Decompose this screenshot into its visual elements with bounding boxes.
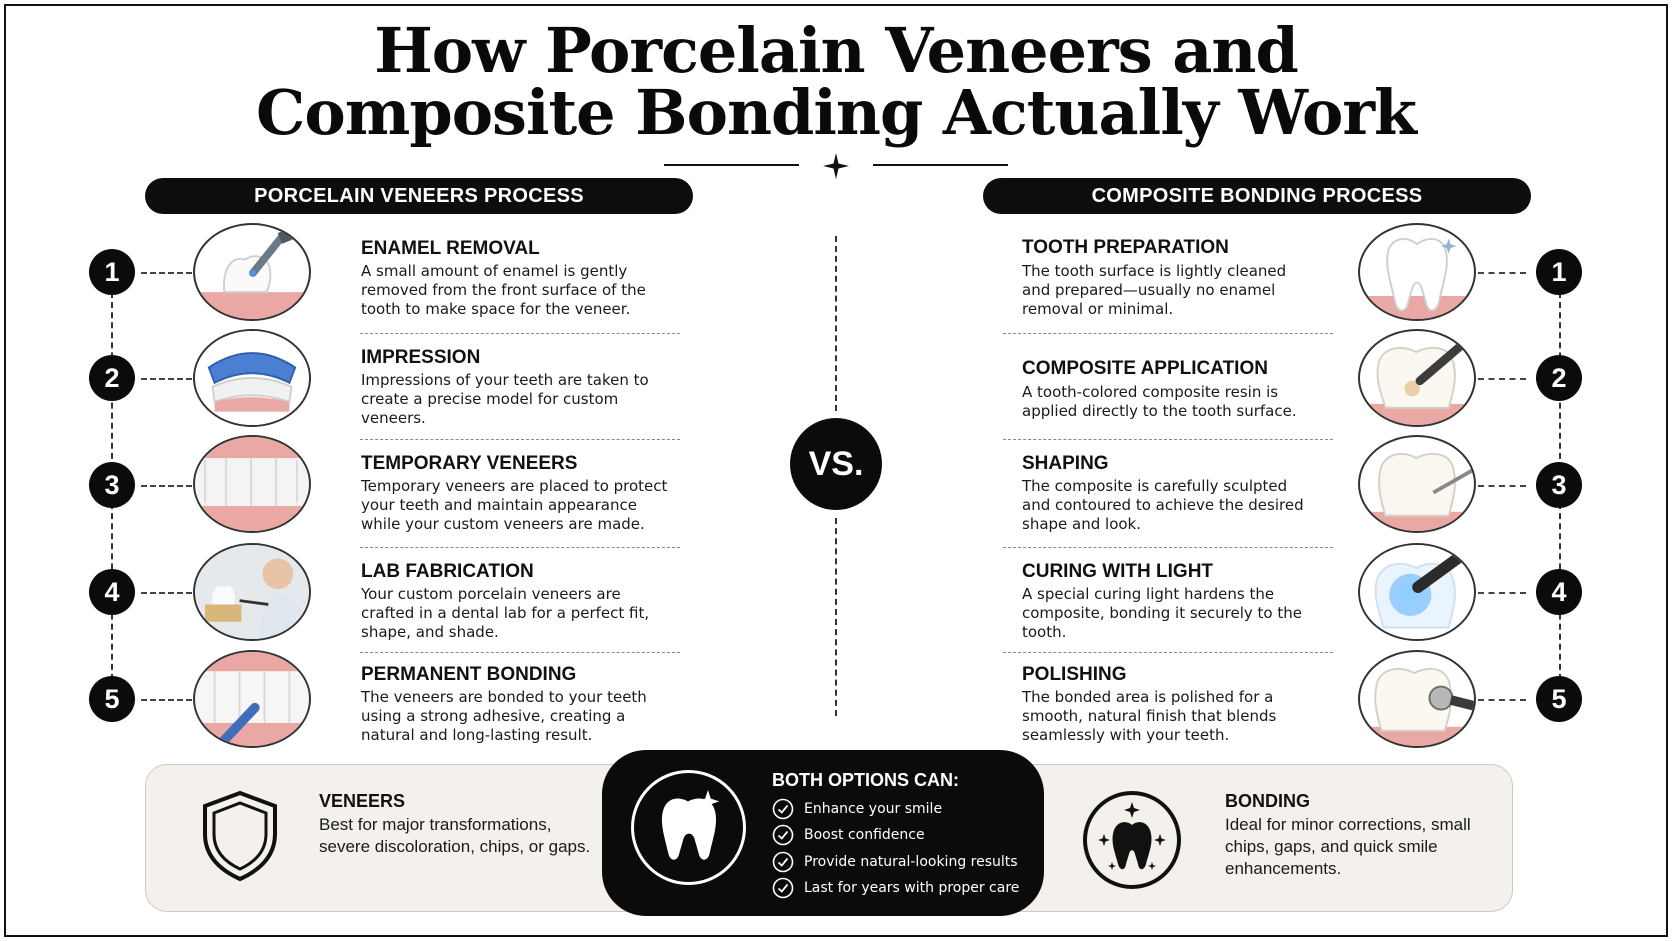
step-number: 3 [89,462,135,508]
step-number: 2 [89,355,135,401]
shaping-tool-image [1358,435,1476,533]
checkmark-icon [772,798,794,820]
bonding-tool-teeth-image [193,650,311,748]
checkmark-icon [772,824,794,846]
step-title: POLISHING [1022,664,1127,685]
tooth-sparkles-icon [1082,790,1182,890]
bonding-summary-title: BONDING [1225,791,1310,811]
check-item [772,876,1019,900]
connector [1478,699,1526,701]
row-separator [1003,333,1333,334]
tooth-drill-image [193,223,311,321]
sparkle-tooth-icon [631,770,746,885]
step-title: IMPRESSION [361,347,481,368]
lab-technician-image [193,543,311,641]
step-description: Temporary veneers are placed to protect your teeth and maintain appearance while your custom veneers are made. [361,477,668,533]
bonding-process-header: COMPOSITE BONDING PROCESS [983,178,1531,214]
row-separator [360,333,680,334]
step-title: CURING WITH LIGHT [1022,561,1214,582]
step-number: 5 [1536,676,1582,722]
veneers-summary-title: VENEERS [319,791,406,811]
star-icon [822,152,850,180]
connector [141,592,192,594]
row-separator [1003,652,1333,653]
title-divider-right [873,164,1008,166]
bonding-summary-description: Ideal for minor corrections, small chips, gaps, and quick smile enhancements. [1225,815,1471,878]
connector [1478,592,1526,594]
row-separator [360,547,680,548]
step-title: PERMANENT BONDING [361,664,577,685]
row-separator [1003,439,1333,440]
step-description: Your custom porcelain veneers are crafted in a dental lab for a perfect fit, shape, and shade. [361,585,650,641]
shield-icon [200,790,280,882]
connector [141,272,192,274]
impression-tray-image [193,329,311,427]
step-title: LAB FABRICATION [361,561,534,582]
step-title: COMPOSITE APPLICATION [1022,358,1268,379]
row-separator [360,652,680,653]
check-item-label: Boost confidence [804,827,925,843]
step-description: A tooth-colored composite resin is applied directly to the tooth surface. [1022,383,1297,420]
connector [1478,485,1526,487]
step-number: 4 [89,569,135,615]
step-number: 3 [1536,462,1582,508]
both-options-title: BOTH OPTIONS CAN: [772,770,959,790]
step-number: 2 [1536,355,1582,401]
step-description: The bonded area is polished for a smooth, natural finish that blends seamlessly with your teeth. [1022,688,1277,744]
step-title: ENAMEL REMOVAL [361,238,540,259]
step-description: A special curing light hardens the composite, bonding it securely to the tooth. [1022,585,1302,641]
resin-application-image [1358,329,1476,427]
step-description: Impressions of your teeth are taken to create a precise model for custom veneers. [361,371,649,427]
polishing-tool-image [1358,650,1476,748]
connector [1478,378,1526,380]
connector [1478,272,1526,274]
page-title [0,14,1672,149]
veneers-summary-description: Best for major transformations, severe discoloration, chips, or gaps. [319,815,591,856]
center-divider-bottom [835,518,837,716]
check-item-label: Provide natural-looking results [804,854,1018,870]
check-item [772,850,1018,874]
step-number: 5 [89,676,135,722]
curing-light-image [1358,543,1476,641]
title-divider-left [664,164,799,166]
check-item [772,823,925,847]
title-line-1: How Porcelain Veneers and [374,14,1298,87]
vs-badge: VS. [790,418,882,510]
check-item [772,797,942,821]
clean-tooth-image [1358,223,1476,321]
checkmark-icon [772,851,794,873]
step-description: The tooth surface is lightly cleaned and prepared—usually no enamel removal or minimal. [1022,262,1287,318]
center-divider-top [835,236,837,411]
check-item-label: Last for years with proper care [804,880,1020,896]
step-description: A small amount of enamel is gently removed from the front surface of the tooth to make space for the veneer. [361,262,646,318]
connector [141,699,192,701]
step-description: The veneers are bonded to your teeth using a strong adhesive, creating a natural and long-lasting result. [361,688,647,744]
check-item-label: Enhance your smile [804,801,943,817]
row-separator [360,439,680,440]
step-number: 1 [1536,249,1582,295]
row-separator [1003,547,1333,548]
step-title: TOOTH PREPARATION [1022,237,1229,258]
checkmark-icon [772,877,794,899]
connector [141,378,192,380]
smile-teeth-image [193,435,311,533]
veneers-process-header: PORCELAIN VENEERS PROCESS [145,178,693,214]
step-number: 1 [89,249,135,295]
connector [141,485,192,487]
title-line-2: Composite Bonding Actually Work [256,76,1416,149]
step-title: TEMPORARY VENEERS [361,453,578,474]
step-number: 4 [1536,569,1582,615]
step-description: The composite is carefully sculpted and contoured to achieve the desired shape and look. [1022,477,1304,533]
step-title: SHAPING [1022,453,1109,474]
